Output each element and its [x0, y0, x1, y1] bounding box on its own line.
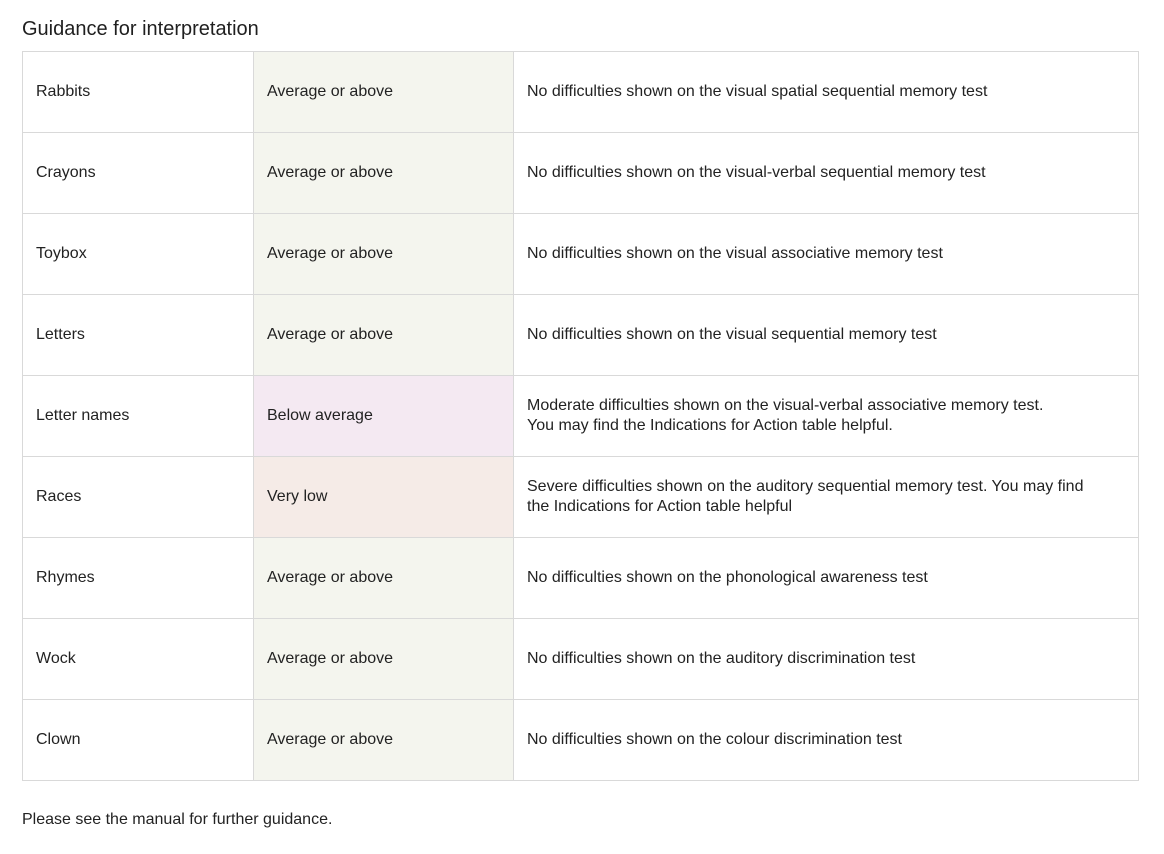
level-cell: Average or above [254, 700, 514, 781]
level-cell: Average or above [254, 619, 514, 700]
description-line: No difficulties shown on the colour discrimination test [527, 731, 902, 748]
table-row [23, 457, 1139, 538]
test-name-cell: Races [23, 457, 254, 538]
level-cell: Average or above [254, 295, 514, 376]
level-cell: Average or above [254, 52, 514, 133]
test-name-cell: Clown [23, 700, 254, 781]
test-name-cell: Wock [23, 619, 254, 700]
description-line: Severe difficulties shown on the auditory sequential memory test. You may find [527, 478, 1084, 495]
table-row [23, 700, 1139, 781]
test-name-cell: Rabbits [23, 52, 254, 133]
description-cell [514, 52, 1139, 133]
description-line: Moderate difficulties shown on the visual-verbal associative memory test. [527, 397, 1044, 414]
level-cell: Average or above [254, 133, 514, 214]
description-cell [514, 133, 1139, 214]
description-cell [514, 457, 1139, 538]
test-name-cell: Letters [23, 295, 254, 376]
guidance-table-body [23, 52, 1139, 781]
description-line: No difficulties shown on the visual-verbal sequential memory test [527, 164, 986, 181]
test-name-cell: Crayons [23, 133, 254, 214]
description-cell [514, 376, 1139, 457]
description-line: No difficulties shown on the visual associative memory test [527, 245, 943, 262]
description-cell [514, 214, 1139, 295]
table-row [23, 52, 1139, 133]
table-row [23, 619, 1139, 700]
guidance-table [22, 51, 1139, 781]
level-cell: Below average [254, 376, 514, 457]
table-row [23, 538, 1139, 619]
description-line: No difficulties shown on the visual sequential memory test [527, 326, 937, 343]
level-cell: Average or above [254, 214, 514, 295]
description-cell [514, 538, 1139, 619]
description-line: No difficulties shown on the visual spatial sequential memory test [527, 83, 988, 100]
table-row [23, 214, 1139, 295]
description-line: No difficulties shown on the auditory discrimination test [527, 650, 916, 667]
description-cell [514, 295, 1139, 376]
table-row [23, 133, 1139, 214]
level-cell: Average or above [254, 538, 514, 619]
level-cell: Very low [254, 457, 514, 538]
test-name-cell: Rhymes [23, 538, 254, 619]
table-row [23, 295, 1139, 376]
description-line: the Indications for Action table helpful [527, 498, 793, 515]
test-name-cell: Toybox [23, 214, 254, 295]
footer-note: Please see the manual for further guidance. [22, 811, 333, 828]
description-line: No difficulties shown on the phonological awareness test [527, 569, 928, 586]
test-name-cell: Letter names [23, 376, 254, 457]
page-title: Guidance for interpretation [22, 18, 259, 40]
description-cell [514, 619, 1139, 700]
description-cell [514, 700, 1139, 781]
description-line: You may find the Indications for Action table helpful. [527, 417, 893, 434]
table-row [23, 376, 1139, 457]
